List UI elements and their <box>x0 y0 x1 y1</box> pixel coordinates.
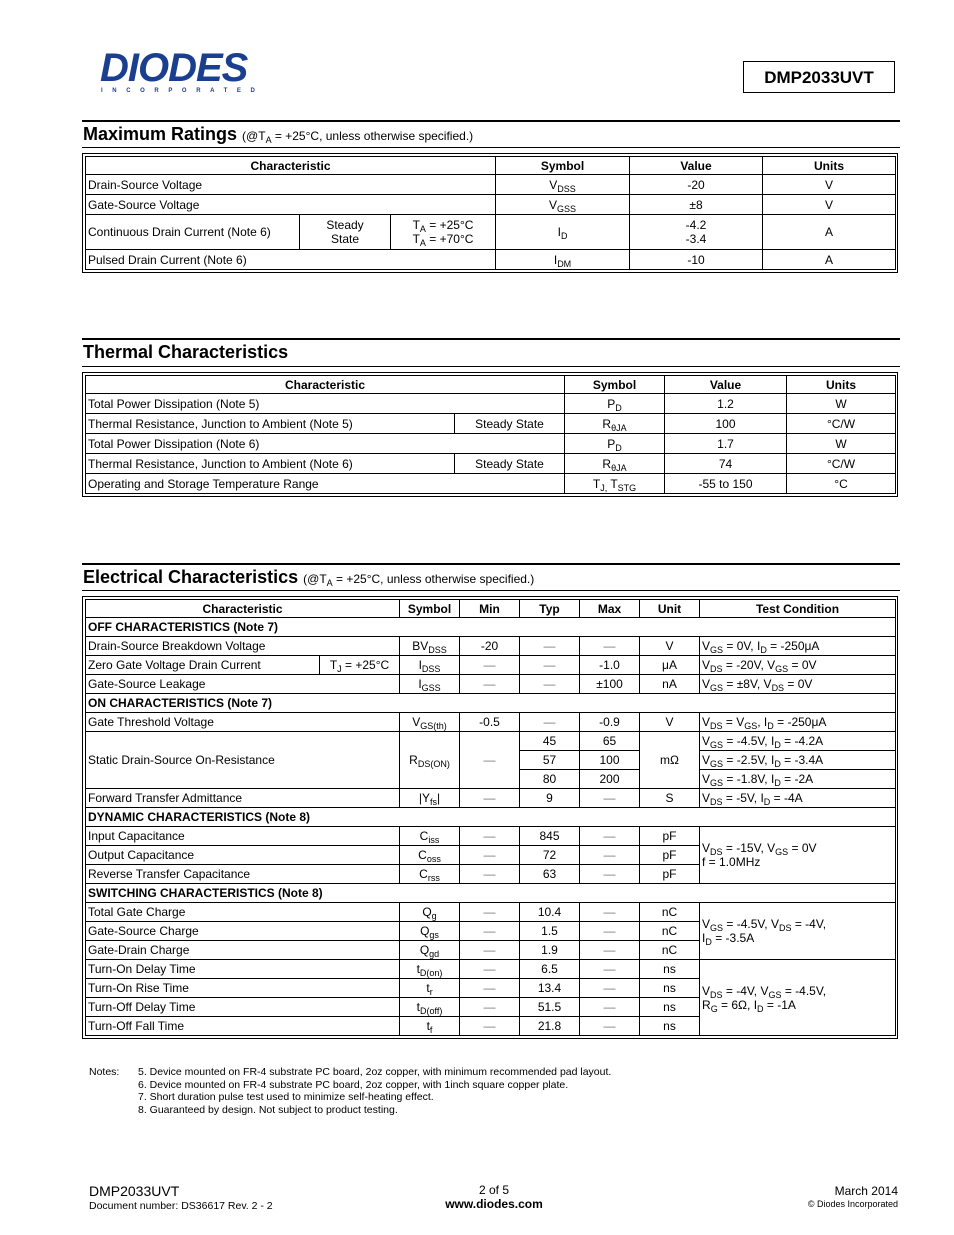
cell-condition <box>700 960 896 1036</box>
cell-value <box>630 215 763 250</box>
cell: — <box>580 998 640 1017</box>
footer-page: 2 of 5 <box>478 1183 510 1197</box>
table-row <box>86 827 896 846</box>
cell: ns <box>640 960 700 979</box>
group-title: ON CHARACTERISTICS (Note 7) <box>86 694 896 713</box>
cell: 1.5 <box>520 922 580 941</box>
cell-symbol: $I_D$ <box>496 215 630 250</box>
table-row <box>86 675 896 694</box>
col-header: Units <box>787 376 896 394</box>
temp-25: $T_A = +25^\circ C$ <box>412 218 474 234</box>
cell: Operating and Storage Temperature Range <box>86 474 565 494</box>
cell-temperature <box>391 215 496 250</box>
cond-line: f = 1.0MHz <box>702 855 761 869</box>
cell: — <box>520 713 580 732</box>
cell-symbol: $|Y_{fs}|$ <box>400 789 460 808</box>
cell: — <box>460 941 520 960</box>
cell: Total Power Dissipation (Note 5) <box>86 394 565 414</box>
cell: Total Power Dissipation (Note 6) <box>86 434 565 454</box>
part-number-box: DMP2033UVT <box>743 61 895 93</box>
table-row <box>86 414 896 434</box>
cell: V <box>640 713 700 732</box>
table-row <box>86 394 896 414</box>
cell-symbol: $T_{J,}$ $T_{STG}$ <box>565 474 665 494</box>
cell: °C/W <box>787 454 896 474</box>
group-title: DYNAMIC CHARACTERISTICS (Note 8) <box>86 808 896 827</box>
cell-unit: A <box>763 250 896 270</box>
cell-symbol: $R_{\theta JA}$ <box>565 454 665 474</box>
table-row <box>86 656 896 675</box>
cell: — <box>460 732 520 789</box>
cell-condition <box>700 827 896 884</box>
cell: W <box>787 434 896 454</box>
cond-line: $V_{DS} = -4V$, $V_{GS} = -4.5V$, <box>702 983 827 1000</box>
col-header: Symbol <box>496 157 630 175</box>
cell: — <box>580 903 640 922</box>
cell: ±100 <box>580 675 640 694</box>
cell-symbol: $I_{DSS}$ <box>400 656 460 675</box>
cell-condition: $V_{GS} = \pm 8V$, $V_{DS} = 0V$ <box>700 675 896 694</box>
cell: — <box>520 656 580 675</box>
cell: 100 <box>665 414 787 434</box>
cell: 80 <box>520 770 580 789</box>
cond-line: $V_{DS} = -15V$, $V_{GS} = 0V$ <box>702 841 817 857</box>
cell: 21.8 <box>520 1017 580 1036</box>
cell: Forward Transfer Admittance <box>86 789 400 808</box>
footer-doc-number: Document number: DS36617 Rev. 2 - 2 <box>89 1200 273 1212</box>
cell: Steady State <box>455 454 565 474</box>
col-header: Value <box>665 376 787 394</box>
cell-characteristic: Continuous Drain Current (Note 6) <box>86 215 300 250</box>
cell-symbol: $P_D$ <box>565 394 665 414</box>
note-item: 6. Device mounted on FR-4 substrate PC board, 2oz copper, with 1inch square copper plate. <box>138 1078 569 1091</box>
col-header: Typ <box>520 600 580 618</box>
cell: — <box>520 675 580 694</box>
cell: 57 <box>520 751 580 770</box>
thermal-title: Thermal Characteristics <box>83 342 289 362</box>
cell: pF <box>640 846 700 865</box>
col-header: Value <box>630 157 763 175</box>
cell: °C <box>787 474 896 494</box>
cell-condition: $V_{DS} = V_{GS}$, $I_D = -250\mu A$ <box>700 713 896 732</box>
notes-label: Notes: <box>89 1066 120 1078</box>
table-row <box>86 454 896 474</box>
table-row <box>86 175 896 195</box>
cell-symbol: $t_{D(on)}$ <box>400 960 460 979</box>
group-row <box>86 884 896 903</box>
cell: — <box>460 903 520 922</box>
cell: 63 <box>520 865 580 884</box>
cell-note: $T_J = +25^\circ C$ <box>320 656 400 675</box>
cell-unit: A <box>763 215 896 250</box>
section-rule <box>82 563 900 565</box>
cell-symbol: $P_D$ <box>565 434 665 454</box>
cell: Turn-Off Delay Time <box>86 998 400 1017</box>
col-header: Symbol <box>400 600 460 618</box>
cell: Total Gate Charge <box>86 903 400 922</box>
cell: 1.7 <box>665 434 787 454</box>
cell: -0.9 <box>580 713 640 732</box>
footer-part: DMP2033UVT <box>89 1183 180 1199</box>
col-header: Characteristic <box>86 376 565 394</box>
cell: 72 <box>520 846 580 865</box>
cell: — <box>460 865 520 884</box>
cell-symbol: $V_{GSS}$ <box>496 195 630 215</box>
col-header: Test Condition <box>700 600 896 618</box>
cell-symbol: $I_{DM}$ <box>496 250 630 270</box>
cell: Reverse Transfer Capacitance <box>86 865 400 884</box>
cell: 65 <box>580 732 640 751</box>
group-title: OFF CHARACTERISTICS (Note 7) <box>86 618 896 637</box>
cell-unit: V <box>763 175 896 195</box>
cell: Steady State <box>455 414 565 434</box>
group-row <box>86 694 896 713</box>
cond-line: $I_D = -3.5A$ <box>702 931 755 947</box>
value-25: -4.2 <box>685 218 707 232</box>
cell-value: -10 <box>630 250 763 270</box>
cell-symbol: $I_{GSS}$ <box>400 675 460 694</box>
cell-symbol: $Q_{gs}$ <box>400 922 460 941</box>
cell: — <box>460 827 520 846</box>
cell-characteristic: Drain-Source Voltage <box>86 175 496 195</box>
cell: — <box>580 922 640 941</box>
cell-condition: Steady State <box>300 215 391 250</box>
cell: — <box>460 656 520 675</box>
cell: -55 to 150 <box>665 474 787 494</box>
col-header: Units <box>763 157 896 175</box>
cell: Thermal Resistance, Junction to Ambient (Note 5) <box>86 414 455 434</box>
cell: S <box>640 789 700 808</box>
section-rule <box>82 338 900 340</box>
cell: 13.4 <box>520 979 580 998</box>
cell-condition: $V_{GS} = -1.8V$, $I_D = -2A$ <box>700 770 896 789</box>
cell-symbol: $R_{\theta JA}$ <box>565 414 665 434</box>
cell: nC <box>640 922 700 941</box>
note-item: 5. Device mounted on FR-4 substrate PC board, 2oz copper, with minimum recommended pad layout. <box>138 1066 612 1078</box>
cell: 9 <box>520 789 580 808</box>
cell: -20 <box>460 637 520 656</box>
col-header: Unit <box>640 600 700 618</box>
cell: — <box>460 998 520 1017</box>
table-row <box>86 903 896 922</box>
note-item: 7. Short duration pulse test used to minimize self-heating effect. <box>138 1091 434 1104</box>
section-rule <box>82 590 900 591</box>
cell-value: -20 <box>630 175 763 195</box>
cell: W <box>787 394 896 414</box>
cell: -1.0 <box>580 656 640 675</box>
note-item: 8. Guaranteed by design. Not subject to product testing. <box>138 1104 398 1117</box>
cell: μA <box>640 656 700 675</box>
cell: Turn-On Delay Time <box>86 960 400 979</box>
cell: °C/W <box>787 414 896 434</box>
notes-list <box>138 1066 738 1117</box>
electrical-title <box>83 567 534 588</box>
cell-condition: $V_{DS} = -20V$, $V_{GS} = 0V$ <box>700 656 896 675</box>
diodes-logo-subtitle: INCORPORATED <box>101 88 265 94</box>
cell: Gate-Source Leakage <box>86 675 400 694</box>
electrical-condition: ($@T_A = +25^\circ C$, unless otherwise specified.) <box>303 572 535 588</box>
col-header: Max <box>580 600 640 618</box>
section-rule <box>82 120 900 122</box>
cell-symbol: $Q_g$ <box>400 903 460 922</box>
table-row <box>86 195 896 215</box>
group-row <box>86 618 896 637</box>
cell: — <box>460 846 520 865</box>
cell-symbol: $t_r$ <box>400 979 460 998</box>
col-header: Min <box>460 600 520 618</box>
table-row <box>86 789 896 808</box>
footer-date: March 2014 <box>834 1184 898 1198</box>
table-row <box>86 434 896 454</box>
cell: mΩ <box>640 732 700 789</box>
cell: — <box>580 789 640 808</box>
cell: 45 <box>520 732 580 751</box>
cell: 6.5 <box>520 960 580 979</box>
cell: — <box>460 789 520 808</box>
cell: — <box>580 960 640 979</box>
cell: 845 <box>520 827 580 846</box>
cell: 1.2 <box>665 394 787 414</box>
group-row <box>86 808 896 827</box>
cell: Static Drain-Source On-Resistance <box>86 732 400 789</box>
cell: 1.9 <box>520 941 580 960</box>
cell: — <box>520 637 580 656</box>
cell-symbol: $t_f$ <box>400 1017 460 1036</box>
table-row <box>86 474 896 494</box>
section-rule <box>82 147 900 148</box>
col-header: Characteristic <box>86 157 496 175</box>
cell-symbol: $C_{rss}$ <box>400 865 460 884</box>
cond-line: $V_{GS} = -4.5V$, $V_{DS} = -4V$, <box>702 917 827 933</box>
footer-copyright: © Diodes Incorporated <box>807 1199 898 1209</box>
cell: Turn-On Rise Time <box>86 979 400 998</box>
cell: — <box>580 979 640 998</box>
cell: — <box>580 1017 640 1036</box>
cell-symbol: $Q_{gd}$ <box>400 941 460 960</box>
cell-characteristic: Gate-Source Voltage <box>86 195 496 215</box>
group-title: SWITCHING CHARACTERISTICS (Note 8) <box>86 884 896 903</box>
cell: nA <box>640 675 700 694</box>
value-70: -3.4 <box>685 232 707 246</box>
cell: — <box>460 922 520 941</box>
cell-condition <box>700 903 896 960</box>
cell: Input Capacitance <box>86 827 400 846</box>
cell-symbol: $C_{oss}$ <box>400 846 460 865</box>
cell: nC <box>640 941 700 960</box>
cell-symbol: $t_{D(off)}$ <box>400 998 460 1017</box>
cell: — <box>460 675 520 694</box>
cell: 10.4 <box>520 903 580 922</box>
footer-url[interactable]: www.diodes.com <box>445 1197 543 1211</box>
max-ratings-condition: ($@T_A = +25^\circ C$, unless otherwise specified.) <box>242 129 474 145</box>
cell: -0.5 <box>460 713 520 732</box>
table-row <box>86 637 896 656</box>
table-row <box>86 713 896 732</box>
cell-condition: $V_{GS} = 0V$, $I_D = -250\mu A$ <box>700 637 896 656</box>
cell: ns <box>640 998 700 1017</box>
cell: 51.5 <box>520 998 580 1017</box>
cell: Gate-Drain Charge <box>86 941 400 960</box>
max-ratings-title <box>83 124 473 145</box>
table-row <box>86 960 896 979</box>
cell: pF <box>640 827 700 846</box>
temp-70: $T_A = +70^\circ C$ <box>412 232 474 248</box>
cell-symbol: $R_{DS(ON)}$ <box>400 732 460 789</box>
cell: — <box>580 865 640 884</box>
cell: — <box>460 1017 520 1036</box>
cell: 100 <box>580 751 640 770</box>
cell: 200 <box>580 770 640 789</box>
cell: pF <box>640 865 700 884</box>
cell: — <box>580 941 640 960</box>
cell: Gate-Source Charge <box>86 922 400 941</box>
cell: — <box>460 960 520 979</box>
cell: Output Capacitance <box>86 846 400 865</box>
cell: 74 <box>665 454 787 474</box>
cell-symbol: $BV_{DSS}$ <box>400 637 460 656</box>
cell: V <box>640 637 700 656</box>
electrical-heading: Electrical Characteristics <box>83 567 299 587</box>
cell-symbol: $C_{iss}$ <box>400 827 460 846</box>
table-row <box>86 250 896 270</box>
max-ratings-heading: Maximum Ratings <box>83 124 238 144</box>
cell: — <box>580 637 640 656</box>
cond-line: $R_G = 6\Omega$, $I_D = -1A$ <box>702 997 796 1014</box>
cell-symbol: $V_{DSS}$ <box>496 175 630 195</box>
cell: ns <box>640 1017 700 1036</box>
cell: Zero Gate Voltage Drain Current <box>86 656 320 675</box>
cell: Gate Threshold Voltage <box>86 713 400 732</box>
cell: Turn-Off Fall Time <box>86 1017 400 1036</box>
diodes-logo: DIODES <box>100 46 248 90</box>
electrical-table <box>82 596 898 1039</box>
table-row <box>86 215 896 250</box>
cell: Thermal Resistance, Junction to Ambient (Note 6) <box>86 454 455 474</box>
cell: nC <box>640 903 700 922</box>
cell-value: ±8 <box>630 195 763 215</box>
cell: — <box>580 827 640 846</box>
cell-characteristic: Pulsed Drain Current (Note 6) <box>86 250 496 270</box>
cell-condition: $V_{GS} = -2.5V$, $I_D = -3.4A$ <box>700 751 896 770</box>
cell-condition: $V_{DS} = -5V$, $I_D = -4A$ <box>700 789 896 808</box>
cell: — <box>580 846 640 865</box>
col-header: Symbol <box>565 376 665 394</box>
section-rule <box>82 366 900 367</box>
col-header: Characteristic <box>86 600 400 618</box>
thermal-table <box>82 372 898 497</box>
cell: — <box>460 979 520 998</box>
cell-unit: V <box>763 195 896 215</box>
table-row <box>86 732 896 751</box>
cell: ns <box>640 979 700 998</box>
cell-symbol: $V_{GS(th)}$ <box>400 713 460 732</box>
max-ratings-table <box>82 153 898 273</box>
cell-condition: $V_{GS} = -4.5V$, $I_D = -4.2A$ <box>700 732 896 751</box>
cell: Drain-Source Breakdown Voltage <box>86 637 400 656</box>
